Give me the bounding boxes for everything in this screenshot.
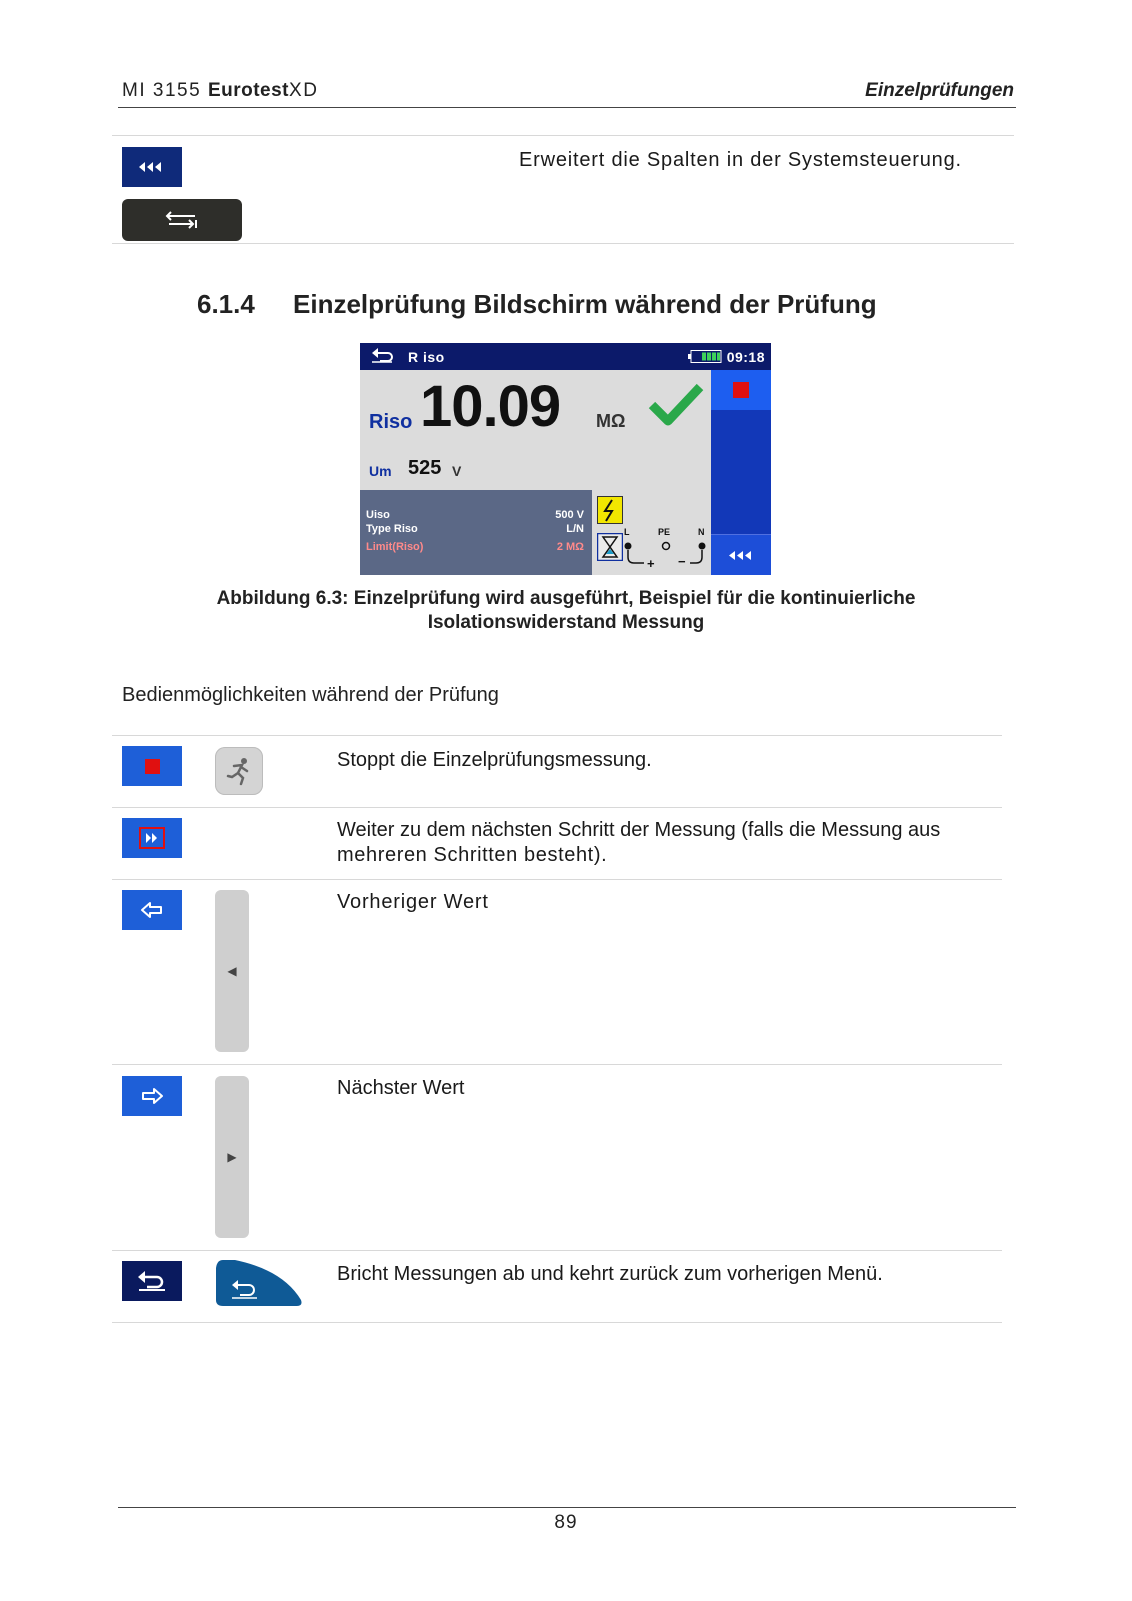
- next-step-softkey[interactable]: [122, 818, 182, 858]
- back-arrow-icon: [137, 1270, 167, 1292]
- um-value: 525: [408, 457, 442, 479]
- device-clock: 09:18: [726, 349, 765, 365]
- stop-square-icon: [145, 759, 160, 774]
- header-rule: [118, 107, 1016, 108]
- table-divider: [112, 879, 1002, 880]
- next-value-description: Nächster Wert: [337, 1077, 465, 1099]
- device-title: R iso: [408, 349, 445, 365]
- device-softkey-panel: [711, 370, 771, 575]
- table-divider: [112, 1064, 1002, 1065]
- next-step-description-line1: Weiter zu dem nächsten Schritt der Messung (falls die Messung aus: [337, 819, 941, 841]
- left-touch-bar[interactable]: [215, 890, 249, 1052]
- previous-value-softkey[interactable]: [122, 890, 182, 930]
- header-chapter: Einzelprüfungen: [865, 80, 1014, 101]
- stop-square-icon: [733, 382, 749, 398]
- stop-softkey[interactable]: [122, 746, 182, 786]
- previous-value-description: Vorheriger Wert: [337, 891, 489, 913]
- arrow-right-icon: [140, 1087, 164, 1105]
- pass-checkmark-icon: [648, 383, 704, 427]
- header-product: [122, 80, 318, 102]
- running-person-icon: [224, 756, 254, 786]
- table-divider: [112, 1250, 1002, 1251]
- table-divider: [112, 135, 1014, 136]
- terminal-minus-label: −: [678, 554, 686, 569]
- header-model: MI 3155: [122, 80, 202, 101]
- stop-description: Stoppt die Einzelprüfungsmessung.: [337, 749, 652, 771]
- options-intro: Bedienmöglichkeiten während der Prüfung: [122, 684, 499, 706]
- section-title: Einzelprüfung Bildschirm während der Prüfung: [293, 289, 877, 319]
- um-label: Um: [369, 463, 392, 479]
- back-description: Bricht Messungen ab und kehrt zurück zum vorherigen Menü.: [337, 1263, 883, 1285]
- next-step-description-line2: mehreren Schritten besteht).: [337, 844, 608, 866]
- riso-label: Riso: [369, 411, 413, 433]
- device-title-bar: [360, 343, 771, 370]
- param-limit-value: 2 MΩ: [556, 541, 584, 553]
- triangle-right-icon: ▶: [227, 1150, 237, 1164]
- terminal-plus-label: +: [647, 556, 655, 571]
- param-limit-name: Limit(Riso): [366, 541, 424, 553]
- device-screen: [360, 343, 771, 575]
- page-number: 89: [554, 1512, 578, 1533]
- um-unit: V: [452, 463, 462, 479]
- figure-caption-line1: Abbildung 6.3: Einzelprüfung wird ausgeführt, Beispiel für die kontinuierliche: [216, 588, 916, 609]
- expand-columns-hardkey[interactable]: [122, 199, 242, 241]
- triangle-left-icon: ◀: [227, 964, 237, 978]
- table-divider: [112, 807, 1002, 808]
- figure-caption-line2: Isolationswiderstand Messung: [427, 612, 705, 633]
- next-value-softkey[interactable]: [122, 1076, 182, 1116]
- table-divider: [112, 243, 1014, 244]
- arrow-left-icon: [140, 901, 164, 919]
- section-number: 6.1.4: [197, 289, 255, 319]
- param-name: Uiso: [366, 509, 390, 521]
- high-voltage-warning-icon: [597, 496, 623, 524]
- terminal-n-label: N: [698, 527, 705, 537]
- device-stop-softkey[interactable]: [711, 370, 771, 410]
- triple-chevron-left-icon: [139, 162, 165, 172]
- triple-chevron-left-icon: [729, 551, 753, 560]
- device-expand-softkey[interactable]: [711, 534, 771, 575]
- expand-columns-button[interactable]: [122, 147, 182, 187]
- param-value: L/N: [566, 523, 584, 535]
- footer-rule: [118, 1507, 1016, 1508]
- terminal-pe-label: PE: [658, 527, 671, 537]
- fast-forward-icon: [139, 827, 165, 849]
- header-brand: Eurotest: [207, 80, 290, 101]
- expand-columns-description: Erweitert die Spalten in der Systemsteuerung.: [519, 149, 962, 171]
- next-step-description: [337, 818, 940, 868]
- table-divider: [112, 735, 1002, 736]
- right-touch-bar[interactable]: [215, 1076, 249, 1238]
- back-arrow-icon[interactable]: [372, 347, 394, 363]
- swap-arrows-icon: [165, 211, 199, 229]
- param-value: 500 V: [555, 509, 584, 521]
- hourglass-icon: [597, 533, 623, 561]
- table-divider: [112, 1322, 1002, 1323]
- run-hardkey[interactable]: [215, 747, 263, 795]
- battery-icon: [688, 350, 722, 363]
- terminal-l-label: L: [624, 527, 630, 537]
- back-softkey[interactable]: [122, 1261, 182, 1301]
- riso-value: 10.09: [420, 374, 561, 439]
- device-parameter-panel: [360, 490, 592, 575]
- param-name: Type Riso: [366, 523, 418, 535]
- header-brand-suffix: XD: [289, 80, 319, 101]
- back-hardkey[interactable]: [213, 1258, 305, 1308]
- riso-unit: MΩ: [596, 411, 626, 431]
